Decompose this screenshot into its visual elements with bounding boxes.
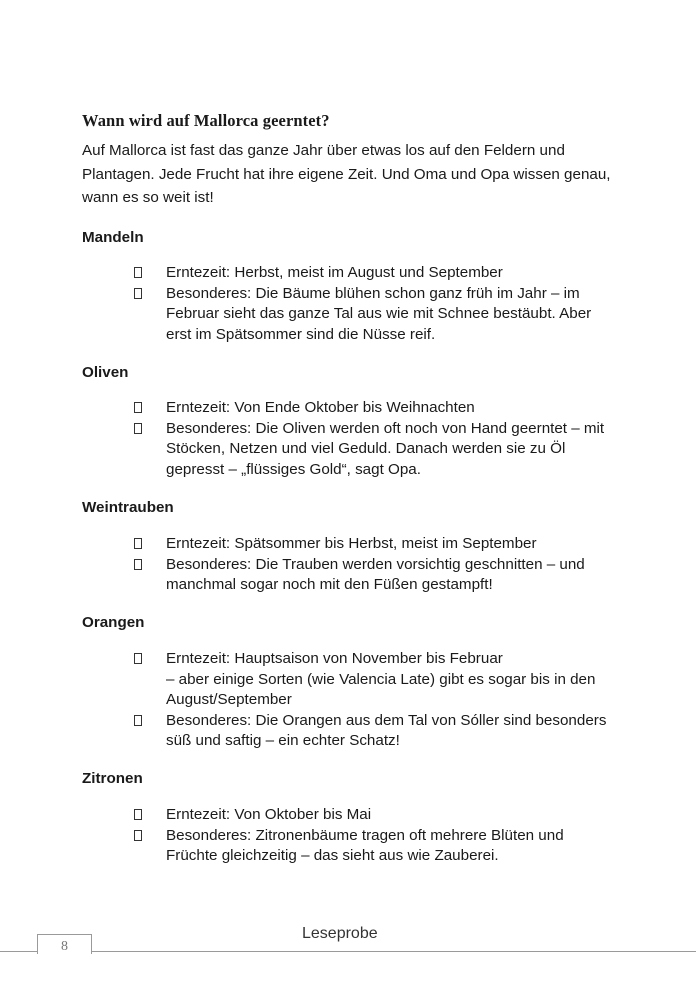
list-item bbox=[130, 284, 630, 346]
bullet-icon bbox=[134, 402, 142, 413]
zitronen-list bbox=[130, 805, 630, 867]
intro-line: Auf Mallorca ist fast das ganze Jahr über etwas los auf den Feldern und bbox=[82, 142, 565, 159]
oliven-list bbox=[130, 398, 630, 480]
item-line: gepresst – „flüssiges Gold“, sagt Opa. bbox=[166, 460, 421, 478]
bullet-icon bbox=[134, 538, 142, 549]
item-line: August/September bbox=[166, 691, 292, 709]
item-line: Besonderes: Die Bäume blühen schon ganz früh im Jahr – im bbox=[166, 284, 580, 302]
list-item bbox=[130, 711, 630, 752]
list-item bbox=[130, 826, 630, 867]
list-item bbox=[130, 534, 630, 555]
item-line: – aber einige Sorten (wie Valencia Late) gibt es sogar bis in den bbox=[166, 670, 596, 688]
item-line: Erntezeit: Hauptsaison von November bis Februar bbox=[166, 650, 503, 667]
bullet-icon bbox=[134, 809, 142, 820]
section-heading-oliven: Oliven bbox=[82, 364, 129, 381]
intro-paragraph bbox=[82, 139, 642, 210]
item-line: Februar sieht das ganze Tal aus wie mit Schnee bestäubt. Aber bbox=[166, 305, 592, 323]
item-line: erst im Spätsommer sind die Nüsse reif. bbox=[166, 325, 436, 343]
list-item bbox=[130, 555, 630, 596]
weintrauben-list bbox=[130, 534, 630, 596]
section-heading-zitronen: Zitronen bbox=[82, 770, 143, 787]
bullet-icon bbox=[134, 653, 142, 664]
orangen-list bbox=[130, 649, 630, 752]
item-line: Erntezeit: Spätsommer bis Herbst, meist im September bbox=[166, 535, 537, 552]
section-heading-mandeln: Mandeln bbox=[82, 229, 144, 246]
list-item bbox=[130, 805, 630, 826]
list-item bbox=[130, 263, 630, 284]
item-line: Besonderes: Die Oliven werden oft noch von Hand geerntet – mit bbox=[166, 419, 605, 437]
footer-divider bbox=[0, 951, 696, 952]
bullet-icon bbox=[134, 715, 142, 726]
bullet-icon bbox=[134, 423, 142, 434]
list-item bbox=[130, 419, 630, 481]
bullet-icon bbox=[134, 559, 142, 570]
item-line: Früchte gleichzeitig – das sieht aus wie Zauberei. bbox=[166, 847, 499, 865]
mandeln-list bbox=[130, 263, 630, 345]
item-line: Besonderes: Die Trauben werden vorsichtig geschnitten – und bbox=[166, 555, 585, 573]
bullet-icon bbox=[134, 830, 142, 841]
footer-label: Leseprobe bbox=[302, 925, 378, 942]
bullet-icon bbox=[134, 267, 142, 278]
section-heading-orangen: Orangen bbox=[82, 614, 145, 631]
section-heading-weintrauben: Weintrauben bbox=[82, 499, 174, 516]
page-number: 8 bbox=[37, 934, 92, 954]
intro-line: wann es so weit ist! bbox=[82, 189, 214, 206]
item-line: Erntezeit: Von Oktober bis Mai bbox=[166, 806, 372, 823]
list-item bbox=[130, 649, 630, 711]
page-title: Wann wird auf Mallorca geerntet? bbox=[82, 111, 330, 130]
item-line: Erntezeit: Herbst, meist im August und September bbox=[166, 264, 503, 281]
intro-line: Plantagen. Jede Frucht hat ihre eigene Zeit. Und Oma und Opa wissen genau, bbox=[82, 165, 611, 183]
item-line: süß und saftig – ein echter Schatz! bbox=[166, 732, 400, 750]
list-item bbox=[130, 398, 630, 419]
item-line: Erntezeit: Von Ende Oktober bis Weihnachten bbox=[166, 399, 475, 416]
item-line: manchmal sogar noch mit den Füßen gestampft! bbox=[166, 576, 493, 594]
item-line: Besonderes: Die Orangen aus dem Tal von Sóller sind besonders bbox=[166, 711, 607, 729]
item-line: Stöcken, Netzen und viel Geduld. Danach werden sie zu Öl bbox=[166, 440, 566, 458]
item-line: Besonderes: Zitronenbäume tragen oft mehrere Blüten und bbox=[166, 826, 564, 844]
bullet-icon bbox=[134, 288, 142, 299]
